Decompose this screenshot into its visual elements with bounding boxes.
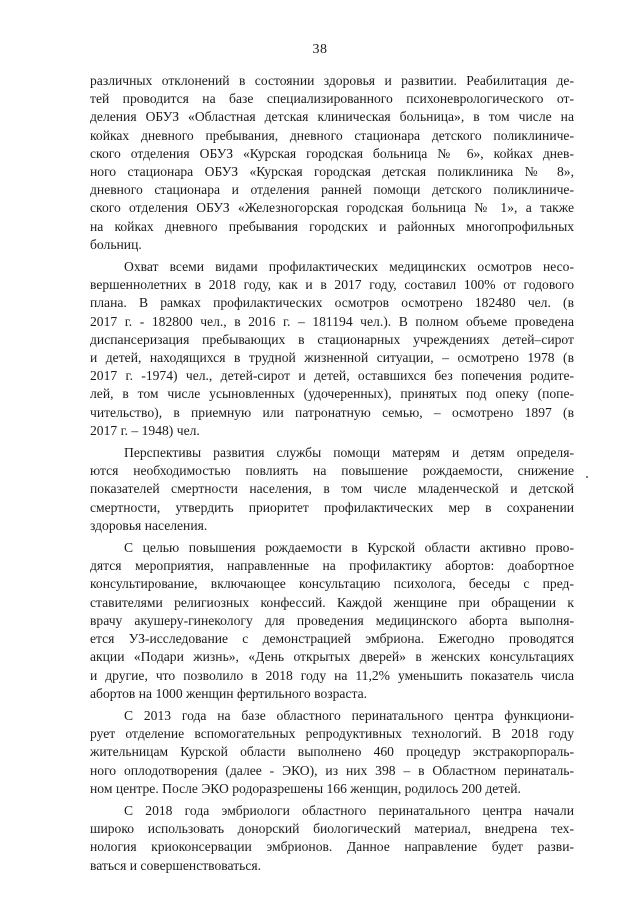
text-line: ставителями религиозных конфессий. Каждой женщине при обращении к xyxy=(90,594,574,610)
text-line: дятся мероприятия, направленные на профилактику абортов: доабортное xyxy=(90,558,574,574)
text-line: тей проводится на базе специализированного психоневрологического от- xyxy=(90,91,574,107)
text-line: С 2013 года на базе областного перинатального центра функциони- xyxy=(124,707,574,723)
text-line: ется УЗ-исследование с демонстрацией эмбриона. Ежегодно проводятся xyxy=(90,631,574,647)
text-line: ном центре. После ЭКО родоразрешены 166 женщин, родилось 200 детей. xyxy=(90,780,521,796)
text-line: жительницам Курской области выполнено 460 процедур экстракорпораль- xyxy=(90,744,574,760)
scan-speck xyxy=(586,476,588,478)
text-line: и детей, находящихся в трудной жизненной ситуации, – осмотрено 1978 (в xyxy=(90,350,574,366)
text-line: ного оплодотворения (далее - ЭКО), из них 398 – в Областном перинаталь- xyxy=(90,762,574,778)
text-line: абортов на 1000 женщин фертильного возраста. xyxy=(90,685,368,701)
text-line: на койках дневного пребывания городских и районных многопрофильных xyxy=(90,218,574,234)
text-line: С 2018 года эмбриологи областного перинатального центра начали xyxy=(124,802,574,818)
paragraph-medical-checkups xyxy=(90,258,574,440)
text-line: ского отделения ОБУЗ «Курская городская больница № 6», койках днев- xyxy=(90,145,574,161)
text-line: ного стационара ОБУЗ «Курская городская детская поликлиника № 8», xyxy=(90,164,574,180)
paragraph-development-prospects xyxy=(90,444,574,535)
text-line: вершеннолетних в 2018 году, как и в 2017 году, составил 100% от годового xyxy=(90,277,574,293)
document-body xyxy=(90,72,574,875)
text-line: и другие, что позволило в 2018 году на 11,2% уменьшить показатель числа xyxy=(90,667,574,683)
text-line: Перспективы развития службы помощи матерям и детям определя- xyxy=(124,445,574,461)
text-line: 2017 г. -1974) чел., детей-сирот и детей, оставшихся без попечения родите- xyxy=(90,368,574,384)
text-line: дневного стационара и отделения ранней помощи детского поликлиниче- xyxy=(90,182,574,198)
text-line: рует отделение вспомогательных репродуктивных технологий. В 2018 году xyxy=(90,726,574,742)
text-line: Охват всеми видами профилактических медицинских осмотров несо- xyxy=(124,259,574,275)
paragraph-rehabilitation xyxy=(90,72,574,254)
text-line: различных отклонений в состоянии здоровья и развитии. Реабилитация де- xyxy=(90,73,574,88)
paragraph-embryology xyxy=(90,802,574,875)
text-line: диспансеризация пребывающих в стационарных учреждениях детей–сирот xyxy=(90,331,574,347)
page-number: 38 xyxy=(312,42,328,57)
text-line: врачу акушеру-гинекологу для проведения медицинского аборта выполня- xyxy=(90,612,574,628)
text-line: показателей смертности населения, в том числе младенческой и детской xyxy=(90,481,574,497)
text-line: ются необходимостью повлиять на повышение рождаемости, снижение xyxy=(90,463,574,479)
text-line: нология криоконсервации эмбрионов. Данное направление будет разви- xyxy=(90,839,574,855)
text-line: 2017 г. – 1948) чел. xyxy=(90,422,200,438)
text-line: лей, в том числе усыновленных (удочеренных), принятых под опеку (попе- xyxy=(90,386,574,402)
text-line: плана. В рамках профилактических осмотров осмотрено 182480 чел. (в xyxy=(90,295,574,311)
text-line: смертности, утвердить приоритет профилактических мер в сохранении xyxy=(90,499,574,515)
text-line: чительство), в приемную или патронатную семью, – осмотрено 1897 (в xyxy=(90,404,574,420)
text-line: деления ОБУЗ «Областная детская клиническая больница», в том числе на xyxy=(90,109,574,125)
paragraph-abortion-prevention xyxy=(90,539,574,703)
text-line: ского отделения ОБУЗ «Железногорская городская больница № 1», а также xyxy=(90,200,574,216)
text-line: здоровья населения. xyxy=(90,517,208,533)
text-line: консультирование, включающее консультацию психолога, беседы с пред- xyxy=(90,576,574,592)
text-line: больниц. xyxy=(90,236,142,252)
text-line: 2017 г. - 182800 чел., в 2016 г. – 181194 чел.). В полном объеме проведена xyxy=(90,313,574,329)
text-line: ваться и совершенствоваться. xyxy=(90,857,262,873)
text-line: широко использовать донорский биологический материал, внедрена тех- xyxy=(90,821,574,837)
paragraph-ivf-department xyxy=(90,707,574,798)
text-line: акции «Подари жизнь», «День открытых дверей» в женских консультациях xyxy=(90,649,574,665)
text-line: койках дневного пребывания, дневного стационара детского поликлиниче- xyxy=(90,127,574,143)
text-line: С целью повышения рождаемости в Курской области активно прово- xyxy=(124,540,574,556)
